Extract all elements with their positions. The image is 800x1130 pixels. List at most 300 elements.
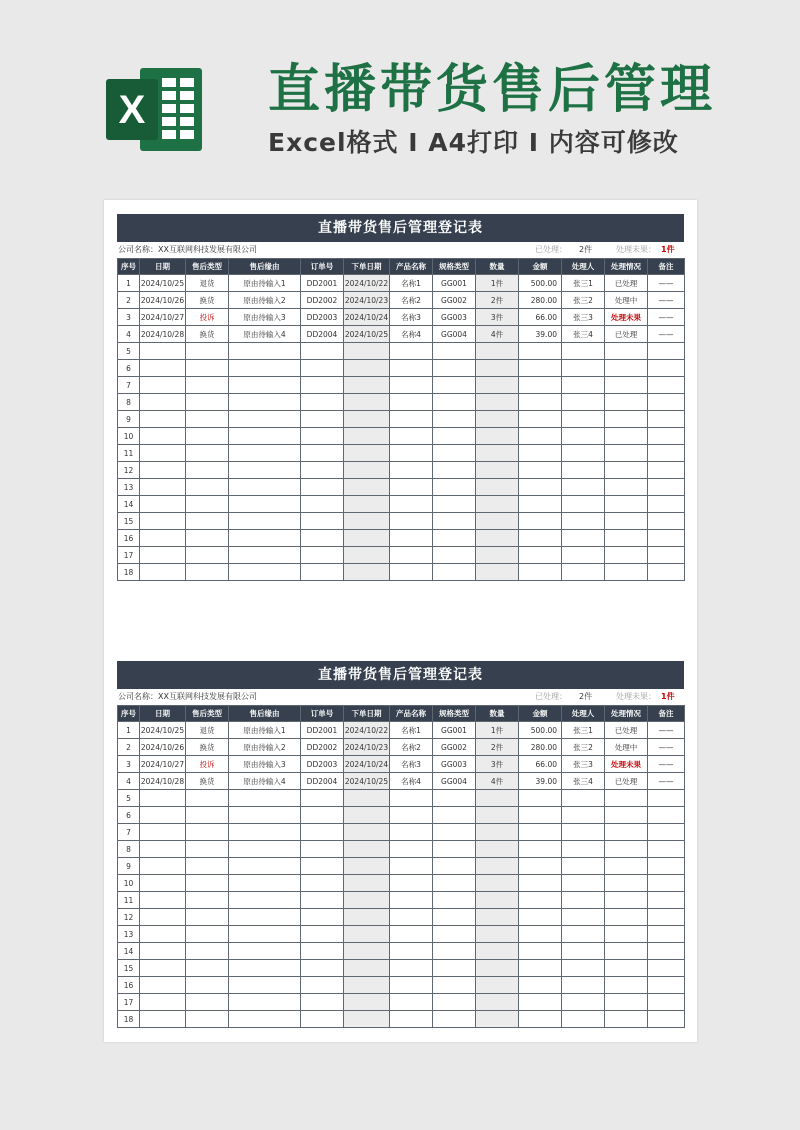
table-cell[interactable]: 2024/10/24 (344, 309, 390, 326)
table-cell[interactable] (562, 875, 605, 892)
table-cell[interactable] (301, 875, 344, 892)
table-cell[interactable] (229, 411, 301, 428)
table-cell[interactable]: 3 (118, 756, 140, 773)
table-cell[interactable] (140, 530, 186, 547)
table-cell[interactable] (186, 943, 229, 960)
table-cell[interactable]: 退货 (186, 722, 229, 739)
table-cell[interactable] (433, 428, 476, 445)
table-cell[interactable] (605, 909, 648, 926)
table-cell[interactable]: 11 (118, 892, 140, 909)
table-cell[interactable] (433, 943, 476, 960)
table-cell[interactable] (605, 926, 648, 943)
table-cell[interactable] (301, 428, 344, 445)
table-cell[interactable] (229, 462, 301, 479)
table-cell[interactable] (186, 994, 229, 1011)
table-cell[interactable] (344, 462, 390, 479)
table-cell[interactable] (140, 377, 186, 394)
table-cell[interactable] (344, 496, 390, 513)
table-cell[interactable] (229, 824, 301, 841)
table-cell[interactable] (433, 875, 476, 892)
table-cell[interactable]: DD2001 (301, 722, 344, 739)
table-cell[interactable] (229, 547, 301, 564)
table-cell[interactable] (140, 428, 186, 445)
table-cell[interactable]: 张三2 (562, 739, 605, 756)
table-cell[interactable]: GG001 (433, 275, 476, 292)
table-cell[interactable] (140, 926, 186, 943)
table-cell[interactable]: —— (648, 722, 685, 739)
table-cell[interactable] (390, 858, 433, 875)
table-cell[interactable] (519, 564, 562, 581)
table-cell[interactable] (344, 909, 390, 926)
table-cell[interactable] (519, 411, 562, 428)
table-cell[interactable] (229, 909, 301, 926)
table-cell[interactable] (344, 479, 390, 496)
table-cell[interactable] (433, 462, 476, 479)
table-cell[interactable] (344, 926, 390, 943)
table-cell[interactable]: 2件 (476, 292, 519, 309)
table-cell[interactable] (186, 926, 229, 943)
table-cell[interactable] (229, 943, 301, 960)
table-cell[interactable] (648, 909, 685, 926)
table-cell[interactable]: 12 (118, 462, 140, 479)
table-cell[interactable] (519, 530, 562, 547)
table-cell[interactable] (433, 530, 476, 547)
table-cell[interactable] (229, 343, 301, 360)
table-cell[interactable] (390, 960, 433, 977)
table-cell[interactable] (344, 445, 390, 462)
table-cell[interactable] (186, 360, 229, 377)
table-cell[interactable] (344, 547, 390, 564)
table-cell[interactable] (186, 892, 229, 909)
table-cell[interactable] (301, 943, 344, 960)
table-cell[interactable] (229, 564, 301, 581)
table-cell[interactable] (562, 547, 605, 564)
table-cell[interactable] (390, 841, 433, 858)
table-cell[interactable] (605, 445, 648, 462)
table-cell[interactable] (433, 360, 476, 377)
table-cell[interactable] (519, 875, 562, 892)
table-cell[interactable] (648, 875, 685, 892)
table-cell[interactable] (648, 960, 685, 977)
table-cell[interactable] (140, 807, 186, 824)
table-cell[interactable] (562, 564, 605, 581)
table-cell[interactable] (562, 462, 605, 479)
table-cell[interactable] (186, 479, 229, 496)
table-cell[interactable]: 5 (118, 790, 140, 807)
table-cell[interactable]: GG001 (433, 722, 476, 739)
table-cell[interactable] (301, 790, 344, 807)
table-cell[interactable] (301, 960, 344, 977)
table-cell[interactable] (648, 564, 685, 581)
table-cell[interactable] (605, 428, 648, 445)
table-cell[interactable] (519, 394, 562, 411)
table-cell[interactable] (301, 479, 344, 496)
table-cell[interactable] (476, 496, 519, 513)
table-cell[interactable] (390, 479, 433, 496)
table-cell[interactable] (140, 790, 186, 807)
table-cell[interactable] (301, 824, 344, 841)
table-cell[interactable]: 原由待输入4 (229, 326, 301, 343)
table-cell[interactable]: 名称4 (390, 773, 433, 790)
table-cell[interactable] (519, 513, 562, 530)
table-cell[interactable]: 2024/10/27 (140, 309, 186, 326)
table-cell[interactable] (186, 462, 229, 479)
table-cell[interactable]: 名称3 (390, 309, 433, 326)
table-cell[interactable] (605, 807, 648, 824)
table-cell[interactable] (433, 445, 476, 462)
table-cell[interactable]: 13 (118, 479, 140, 496)
table-cell[interactable] (390, 977, 433, 994)
table-cell[interactable] (433, 994, 476, 1011)
table-cell[interactable]: 3 (118, 309, 140, 326)
table-cell[interactable] (229, 530, 301, 547)
table-cell[interactable] (519, 343, 562, 360)
table-cell[interactable] (229, 428, 301, 445)
table-cell[interactable] (648, 530, 685, 547)
table-cell[interactable] (390, 892, 433, 909)
table-cell[interactable]: 处理中 (605, 739, 648, 756)
table-cell[interactable]: 4件 (476, 326, 519, 343)
table-cell[interactable] (605, 479, 648, 496)
table-cell[interactable]: 2024/10/23 (344, 739, 390, 756)
table-cell[interactable] (648, 547, 685, 564)
table-cell[interactable] (476, 530, 519, 547)
table-cell[interactable] (605, 824, 648, 841)
table-cell[interactable] (344, 564, 390, 581)
table-cell[interactable] (140, 343, 186, 360)
table-cell[interactable]: 原由待输入1 (229, 722, 301, 739)
table-cell[interactable] (519, 858, 562, 875)
table-cell[interactable] (344, 841, 390, 858)
table-cell[interactable] (344, 977, 390, 994)
table-cell[interactable] (229, 841, 301, 858)
table-cell[interactable] (562, 892, 605, 909)
table-cell[interactable] (433, 926, 476, 943)
table-cell[interactable] (186, 428, 229, 445)
table-cell[interactable] (519, 960, 562, 977)
table-cell[interactable] (186, 394, 229, 411)
table-cell[interactable] (301, 994, 344, 1011)
table-cell[interactable] (476, 943, 519, 960)
table-cell[interactable] (229, 858, 301, 875)
table-cell[interactable] (390, 428, 433, 445)
table-cell[interactable]: 张三4 (562, 773, 605, 790)
table-cell[interactable]: 1 (118, 275, 140, 292)
table-cell[interactable] (519, 1011, 562, 1028)
table-cell[interactable]: DD2003 (301, 309, 344, 326)
table-cell[interactable] (344, 411, 390, 428)
table-cell[interactable] (648, 977, 685, 994)
table-cell[interactable]: DD2002 (301, 292, 344, 309)
table-cell[interactable]: GG003 (433, 309, 476, 326)
table-cell[interactable] (344, 360, 390, 377)
table-cell[interactable]: 原由待输入3 (229, 309, 301, 326)
table-cell[interactable]: 已处理 (605, 773, 648, 790)
table-cell[interactable] (433, 394, 476, 411)
table-cell[interactable] (344, 1011, 390, 1028)
table-cell[interactable] (344, 394, 390, 411)
table-cell[interactable]: DD2004 (301, 326, 344, 343)
table-cell[interactable] (390, 530, 433, 547)
table-cell[interactable]: GG004 (433, 773, 476, 790)
table-cell[interactable] (344, 960, 390, 977)
table-cell[interactable] (519, 790, 562, 807)
table-cell[interactable] (390, 377, 433, 394)
table-cell[interactable] (390, 513, 433, 530)
table-cell[interactable] (229, 977, 301, 994)
table-cell[interactable]: 6 (118, 807, 140, 824)
table-cell[interactable] (344, 875, 390, 892)
table-cell[interactable] (390, 790, 433, 807)
table-cell[interactable] (390, 926, 433, 943)
table-cell[interactable]: 张三1 (562, 722, 605, 739)
table-cell[interactable] (140, 479, 186, 496)
table-cell[interactable]: 500.00 (519, 722, 562, 739)
table-cell[interactable] (519, 360, 562, 377)
table-cell[interactable] (140, 892, 186, 909)
table-cell[interactable] (562, 343, 605, 360)
table-cell[interactable]: 9 (118, 411, 140, 428)
table-cell[interactable] (648, 858, 685, 875)
table-cell[interactable]: 10 (118, 428, 140, 445)
table-cell[interactable] (562, 807, 605, 824)
table-cell[interactable] (344, 530, 390, 547)
table-cell[interactable] (186, 841, 229, 858)
table-cell[interactable] (476, 790, 519, 807)
table-cell[interactable] (433, 960, 476, 977)
table-cell[interactable] (186, 875, 229, 892)
table-cell[interactable] (140, 909, 186, 926)
table-cell[interactable]: 张三4 (562, 326, 605, 343)
table-cell[interactable] (344, 994, 390, 1011)
table-cell[interactable] (476, 411, 519, 428)
table-cell[interactable]: 280.00 (519, 292, 562, 309)
table-cell[interactable] (140, 824, 186, 841)
table-cell[interactable] (648, 360, 685, 377)
table-cell[interactable] (476, 977, 519, 994)
table-cell[interactable] (605, 564, 648, 581)
table-cell[interactable]: 原由待输入2 (229, 739, 301, 756)
table-cell[interactable]: 13 (118, 926, 140, 943)
table-cell[interactable] (476, 858, 519, 875)
table-cell[interactable] (433, 479, 476, 496)
table-cell[interactable] (562, 790, 605, 807)
table-cell[interactable] (605, 960, 648, 977)
table-cell[interactable]: 2 (118, 739, 140, 756)
table-cell[interactable] (390, 994, 433, 1011)
table-cell[interactable]: 名称1 (390, 722, 433, 739)
table-cell[interactable]: GG002 (433, 739, 476, 756)
table-cell[interactable] (186, 824, 229, 841)
table-cell[interactable] (648, 462, 685, 479)
table-cell[interactable]: 2024/10/23 (344, 292, 390, 309)
table-cell[interactable] (476, 824, 519, 841)
table-cell[interactable] (433, 824, 476, 841)
table-cell[interactable] (390, 360, 433, 377)
table-cell[interactable] (648, 394, 685, 411)
table-cell[interactable] (648, 790, 685, 807)
table-cell[interactable] (390, 1011, 433, 1028)
table-cell[interactable] (562, 1011, 605, 1028)
table-cell[interactable] (562, 858, 605, 875)
table-cell[interactable] (433, 790, 476, 807)
table-cell[interactable]: 17 (118, 994, 140, 1011)
table-cell[interactable]: 处理中 (605, 292, 648, 309)
table-cell[interactable] (476, 343, 519, 360)
table-cell[interactable] (344, 858, 390, 875)
table-cell[interactable]: 16 (118, 977, 140, 994)
table-cell[interactable] (140, 841, 186, 858)
table-cell[interactable] (648, 411, 685, 428)
table-cell[interactable] (433, 1011, 476, 1028)
table-cell[interactable] (519, 807, 562, 824)
table-cell[interactable] (562, 943, 605, 960)
table-cell[interactable] (229, 496, 301, 513)
table-cell[interactable]: 名称3 (390, 756, 433, 773)
table-cell[interactable] (301, 977, 344, 994)
table-cell[interactable]: 张三3 (562, 309, 605, 326)
table-cell[interactable]: 换货 (186, 292, 229, 309)
table-cell[interactable]: 名称2 (390, 739, 433, 756)
table-cell[interactable] (476, 875, 519, 892)
table-cell[interactable] (140, 960, 186, 977)
table-cell[interactable]: 张三1 (562, 275, 605, 292)
table-cell[interactable]: 2 (118, 292, 140, 309)
table-cell[interactable] (605, 977, 648, 994)
table-cell[interactable] (562, 841, 605, 858)
table-cell[interactable]: 2024/10/28 (140, 326, 186, 343)
table-cell[interactable] (476, 807, 519, 824)
table-cell[interactable] (519, 462, 562, 479)
table-cell[interactable]: 2024/10/27 (140, 756, 186, 773)
table-cell[interactable] (186, 564, 229, 581)
table-cell[interactable]: 15 (118, 513, 140, 530)
table-cell[interactable]: 500.00 (519, 275, 562, 292)
table-cell[interactable] (648, 343, 685, 360)
table-cell[interactable]: GG004 (433, 326, 476, 343)
table-cell[interactable] (301, 892, 344, 909)
table-cell[interactable] (519, 943, 562, 960)
table-cell[interactable] (433, 977, 476, 994)
table-cell[interactable] (519, 892, 562, 909)
table-cell[interactable] (519, 479, 562, 496)
table-cell[interactable] (229, 513, 301, 530)
table-cell[interactable] (301, 513, 344, 530)
table-cell[interactable]: 8 (118, 841, 140, 858)
table-cell[interactable]: 7 (118, 377, 140, 394)
table-cell[interactable]: —— (648, 756, 685, 773)
table-cell[interactable] (301, 564, 344, 581)
table-cell[interactable] (140, 977, 186, 994)
table-cell[interactable] (229, 960, 301, 977)
table-cell[interactable] (301, 547, 344, 564)
table-cell[interactable] (605, 496, 648, 513)
table-cell[interactable] (186, 1011, 229, 1028)
table-cell[interactable] (476, 926, 519, 943)
table-cell[interactable]: 名称1 (390, 275, 433, 292)
table-cell[interactable]: 2024/10/25 (344, 326, 390, 343)
table-cell[interactable]: 17 (118, 547, 140, 564)
table-cell[interactable] (648, 994, 685, 1011)
table-cell[interactable] (562, 994, 605, 1011)
table-cell[interactable] (140, 445, 186, 462)
table-cell[interactable] (229, 377, 301, 394)
table-cell[interactable] (186, 858, 229, 875)
table-cell[interactable]: 原由待输入4 (229, 773, 301, 790)
table-cell[interactable] (186, 445, 229, 462)
table-cell[interactable] (519, 445, 562, 462)
table-cell[interactable]: 11 (118, 445, 140, 462)
table-cell[interactable] (433, 547, 476, 564)
table-cell[interactable] (186, 909, 229, 926)
table-cell[interactable] (229, 360, 301, 377)
table-cell[interactable] (344, 377, 390, 394)
table-cell[interactable]: 2024/10/25 (140, 722, 186, 739)
table-cell[interactable] (390, 909, 433, 926)
table-cell[interactable] (519, 377, 562, 394)
table-cell[interactable]: 7 (118, 824, 140, 841)
table-cell[interactable] (344, 343, 390, 360)
table-cell[interactable] (140, 547, 186, 564)
table-cell[interactable] (433, 564, 476, 581)
table-cell[interactable] (140, 1011, 186, 1028)
table-cell[interactable]: 39.00 (519, 773, 562, 790)
table-cell[interactable] (476, 994, 519, 1011)
table-cell[interactable]: GG002 (433, 292, 476, 309)
table-cell[interactable] (186, 343, 229, 360)
table-cell[interactable] (476, 960, 519, 977)
table-cell[interactable]: 14 (118, 943, 140, 960)
table-cell[interactable] (301, 841, 344, 858)
table-cell[interactable] (301, 807, 344, 824)
table-cell[interactable] (519, 428, 562, 445)
table-cell[interactable] (229, 1011, 301, 1028)
table-cell[interactable]: DD2003 (301, 756, 344, 773)
table-cell[interactable] (562, 394, 605, 411)
table-cell[interactable]: 张三3 (562, 756, 605, 773)
table-cell[interactable]: DD2002 (301, 739, 344, 756)
table-cell[interactable] (186, 547, 229, 564)
table-cell[interactable]: 4 (118, 773, 140, 790)
table-cell[interactable] (140, 394, 186, 411)
table-cell[interactable]: 18 (118, 564, 140, 581)
table-cell[interactable] (390, 411, 433, 428)
table-cell[interactable] (390, 564, 433, 581)
table-cell[interactable] (229, 994, 301, 1011)
table-cell[interactable]: 280.00 (519, 739, 562, 756)
table-cell[interactable] (562, 360, 605, 377)
table-cell[interactable]: 换货 (186, 739, 229, 756)
table-cell[interactable]: 张三2 (562, 292, 605, 309)
table-cell[interactable] (390, 343, 433, 360)
table-cell[interactable] (562, 496, 605, 513)
table-cell[interactable] (476, 564, 519, 581)
table-cell[interactable] (562, 428, 605, 445)
table-cell[interactable]: —— (648, 275, 685, 292)
table-cell[interactable] (648, 824, 685, 841)
table-cell[interactable] (186, 807, 229, 824)
table-cell[interactable] (605, 530, 648, 547)
table-cell[interactable] (301, 411, 344, 428)
table-cell[interactable] (562, 824, 605, 841)
table-cell[interactable] (344, 807, 390, 824)
table-cell[interactable] (140, 858, 186, 875)
table-cell[interactable]: 2024/10/26 (140, 292, 186, 309)
table-cell[interactable]: —— (648, 326, 685, 343)
table-cell[interactable] (344, 824, 390, 841)
table-cell[interactable]: 66.00 (519, 309, 562, 326)
table-cell[interactable] (301, 343, 344, 360)
